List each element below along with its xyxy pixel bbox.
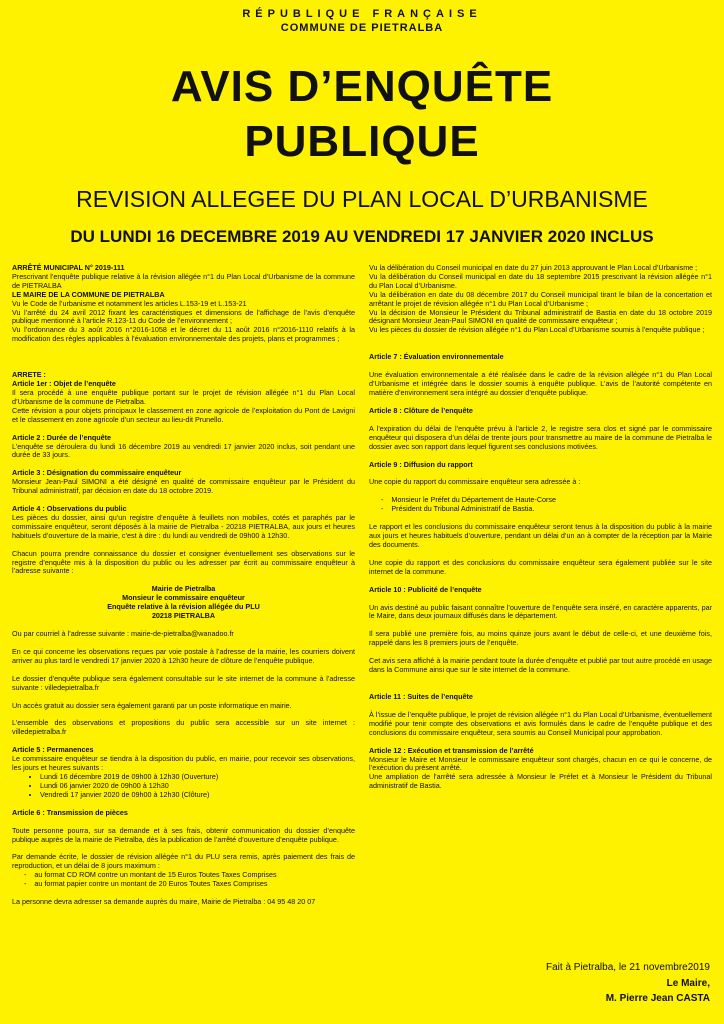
maire-heading: LE MAIRE DE LA COMMUNE DE PIETRALBA	[12, 289, 165, 299]
article-4-text-2: Chacun pourra prendre connaissance du dossier et consigner éventuellement ses observations sur le registre d’enquête mis à la disposition du public ou les adresser par écrit au commissaire enquêteur à l’adresse suivante :	[12, 548, 355, 576]
article-8-text: A l’expiration du délai de l’enquête prévu à l’article 2, le registre sera clos et signé par le commissaire enquêteur qui disposera d’un délai de trente jours pour transmettre au maire de la commune de Pietralba le dossier avec son rapport dans lequel figurent ses conclusions motivées.	[369, 423, 712, 451]
address-line-3: Enquête relative à la révision allégée du PLU	[107, 602, 260, 612]
article-6-text-2: Par demande écrite, le dossier de révision allégée n°1 du PLU sera remis, après paiement des frais de reproduction, et un délai de 8 jours maximum :	[12, 852, 355, 871]
article-12-title: Article 12 : Exécution et transmission de l’arrêté	[369, 745, 534, 755]
signature-role: Le Maire,	[666, 978, 710, 989]
article-12-text-1: Monsieur le Maire et Monsieur le commissaire enquêteur sont chargés, chacun en ce qui le concerne, de l’exécution du présent arrêté.	[369, 754, 712, 773]
arrete-text: Prescrivant l’enquête publique relative à la révision allégée n°1 du Plan Local d’Urbanisme de la commune de PIETRALBA	[12, 271, 355, 290]
article-9-text-2: Le rapport et les conclusions du commissaire enquêteur seront tenus à la disposition du public à la mairie aux jours et heures habituels d’ouverture, pendant un délai d’un an à compter de la réception par la Mairie des documents.	[369, 522, 712, 549]
article-3-title: Article 3 : Désignation du commissaire enquêteur	[12, 468, 182, 478]
vu-8: Vu les pièces du dossier de révision allégée n°1 du Plan Local d’Urbanisme soumis à l’enquête publique ;	[369, 325, 705, 335]
page-subtitle: REVISION ALLEGEE DU PLAN LOCAL D’URBANISME	[76, 186, 648, 212]
left-column	[12, 264, 355, 907]
signature-name: M. Pierre Jean CASTA	[605, 993, 710, 1004]
republique-francaise: RÉPUBLIQUE FRANÇAISE	[242, 8, 482, 20]
list-item: - Monsieur le Préfet du Département de Haute-Corse	[381, 496, 712, 505]
article-1-text-1: Il sera procédé à une enquête publique portant sur le projet de révision allégée n°1 du Plan Local d’Urbanisme de la commune de Pietralba.	[12, 387, 355, 406]
article-1-text-2: Cette révision a pour objets principaux le classement en zone agricole de l’exploitation du Pont de Lavigni et le classement en zone agricole d’un secteur au lieu-dit Prunello.	[12, 405, 355, 424]
arrete-label: ARRETE :	[12, 370, 46, 380]
article-4-email: Ou par courriel à l’adresse suivante : mairie-de-pietralba@wanadoo.fr	[12, 629, 234, 638]
page-title-line1: AVIS D’ENQUÊTE	[170, 62, 554, 111]
address-line-4: 20218 PIETRALBA	[151, 611, 216, 621]
article-9-text-1: Une copie du rapport du commissaire enquêteur sera adressée à :	[369, 477, 581, 487]
article-7-text: Une évaluation environnementale a été réalisée dans le cadre de la révision allégée n°1 du Plan Local d’Urbanisme et intégrée dans le dossier soumis à enquête publique. L’avis de l’autorité compétente en matière d’environnement sera intégré au dossier d’enquête publique.	[369, 370, 712, 397]
vu-2: Vu l’arrêté du 24 avril 2012 fixant les caractéristiques et dimensions de l’affichage de l’avis d’enquête publique mentionné à l’article R.123-11 du Code de l’environnement ;	[12, 307, 355, 326]
article-2-text: L’enquête se déroulera du lundi 16 décembre 2019 au vendredi 17 janvier 2020 inclus, soit pendant une durée de 33 jours.	[12, 441, 355, 460]
article-4-text-4: Le dossier d’enquête publique sera également consultable sur le site internet de la commune à l’adresse suivante : villedepietralba.fr	[12, 673, 355, 692]
list-item: - Président du Tribunal Administratif de Bastia.	[381, 505, 712, 514]
article-9-text-3: Une copie du rapport et des conclusions du commissaire enquêteur sera également publiée sur le site internet de la commune.	[369, 557, 712, 576]
list-item: - au format papier contre un montant de 20 Euros Toutes Taxes Comprises	[24, 880, 355, 889]
vu-4: Vu la délibération du Conseil municipal en date du 27 juin 2013 approuvant le Plan Local d’Urbanisme ;	[369, 263, 698, 272]
vu-3: Vu l’ordonnance du 3 août 2016 n°2016-1058 et le décret du 11 août 2016 n°2016-1110 relatifs à la modification des règles applicables à l’évaluation environnementale des projets, plans et programmes ;	[12, 325, 355, 344]
article-11-text: À l’issue de l’enquête publique, le projet de révision allégée n°1 du Plan Local d’Urbanisme, éventuellement modifié pour tenir compte des observations et avis formulés dans le cadre de l’enquête publique et des conclusions du commissaire enquêteur, sera soumis au Conseil Municipal pour approbation.	[369, 709, 712, 737]
address-line-1: Mairie de Pietralba	[151, 584, 216, 594]
article-5-title: Article 5 : Permanences	[12, 745, 94, 755]
tarifs-list	[24, 871, 355, 889]
article-9-title: Article 9 : Diffusion du rapport	[369, 459, 473, 469]
article-4-text-6: L’ensemble des observations et propositions du public sera accessible sur un site internet : villedepietralba.fr	[12, 718, 355, 737]
address-line-2: Monsieur le commissaire enquêteur	[122, 593, 245, 603]
commune-name: COMMUNE DE PIETRALBA	[280, 22, 444, 34]
article-8-title: Article 8 : Clôture de l’enquête	[369, 405, 473, 415]
article-2-title: Article 2 : Durée de l’enquête	[12, 432, 112, 442]
article-10-text-2: Il sera publié une première fois, au moins quinze jours avant le début de celle-ci, et une deuxième fois, rappelé dans les 8 premiers jours de l’enquête.	[369, 629, 712, 648]
arrete-title: ARRÊTÉ MUNICIPAL N° 2019-111	[12, 263, 125, 272]
article-5-text: Le commissaire enquêteur se tiendra à la disposition du public, en mairie, pour recevoir ses observations, les jours et heures suivants :	[12, 754, 355, 773]
article-10-title: Article 10 : Publicité de l’enquête	[369, 584, 482, 594]
diffusion-list	[381, 496, 712, 514]
vu-5: Vu la délibération du Conseil municipal en date du 18 septembre 2015 prescrivant la révision allégée n°1 du Plan Local d’Urbanisme.	[369, 271, 712, 290]
article-12-text-2: Une ampliation de l’arrêté sera adressée à Monsieur le Préfet et à Monsieur le Président du Tribunal administratif de Bastia.	[369, 772, 712, 791]
article-3-text: Monsieur Jean-Paul SIMONI a été désigné en qualité de commissaire enquêteur par le Président du Tribunal administratif, par décision en date du 18 octobre 2019.	[12, 477, 355, 496]
list-item: • Vendredi 17 janvier 2020 de 09h00 à 12h30 (Clôture)	[40, 791, 355, 800]
vu-6: Vu la délibération en date du 08 décembre 2017 du Conseil municipal tirant le bilan de la concertation et arrêtant le projet de révision allégée n°1 du Plan Local d’Urbanisme ;	[369, 289, 712, 308]
article-1-title: Article 1er : Objet de l’enquête	[12, 379, 116, 389]
permanences-list	[40, 773, 355, 800]
signature-place-date: Fait à Pietralba, le 21 novembre2019	[546, 962, 710, 973]
vu-1: Vu le Code de l’urbanisme et notamment les articles L.153-19 et L.153-21	[12, 298, 247, 308]
article-11-title: Article 11 : Suites de l’enquête	[369, 692, 473, 701]
article-10-text-1: Un avis destiné au public faisant connaître l’ouverture de l’enquête sera inséré, en caractère apparents, par le Maire, dans deux journaux diffusés dans le département.	[369, 602, 712, 621]
article-4-title: Article 4 : Observations du public	[12, 504, 127, 514]
right-column	[369, 264, 712, 791]
article-4-text-1: Les pièces du dossier, ainsi qu’un registre d’enquête à feuillets non mobiles, cotés et paraphés par le commissaire enquêteur, seront déposés à la mairie de Pietralba - 20218 PIETRALBA, aux jours et heures habituels d’ouverture de la mairie, c’est à dire : du lundi au vendredi de 09h00 à 12h30.	[12, 512, 355, 540]
article-10-text-3: Cet avis sera affiché à la mairie pendant toute la durée d’enquête et publié par tout autre procédé en usage dans la Commune ainsi que sur le site internet de la commune.	[369, 656, 712, 675]
article-4-text-5: Un accès gratuit au dossier sera également garanti par un poste informatique en mairie.	[12, 700, 292, 710]
vu-7: Vu la décision de Monsieur le Président du Tribunal administratif de Bastia en date du 18 octobre 2019 désignant Monsieur Jean-Paul SIMONI en qualité de commissaire enquêteur ;	[369, 307, 712, 326]
page-title-line2: PUBLIQUE	[244, 117, 480, 166]
enquete-dates: DU LUNDI 16 DECEMBRE 2019 AU VENDREDI 17 JANVIER 2020 INCLUS	[70, 227, 654, 246]
article-6-text-1: Toute personne pourra, sur sa demande et à ses frais, obtenir communication du dossier d’enquête publique auprès de la mairie de Pietralba, dès la publication de l’arrêté d’ouverture d’enquête publique.	[12, 825, 355, 844]
list-item: - au format CD ROM contre un montant de 15 Euros Toutes Taxes Comprises	[24, 871, 355, 880]
article-7-title: Article 7 : Évaluation environnementale	[369, 352, 504, 362]
list-item: • Lundi 16 décembre 2019 de 09h00 à 12h30 (Ouverture)	[40, 773, 355, 782]
article-4-text-3: En ce qui concerne les observations reçues par voie postale à l’adresse de la mairie, les courriers doivent arriver au plus tard le vendredi 17 janvier 2020 à 12h30 heure de clôture de l’enquête publique.	[12, 646, 355, 665]
article-6-title: Article 6 : Transmission de pièces	[12, 807, 128, 817]
list-item: • Lundi 06 janvier 2020 de 09h00 à 12h30	[40, 782, 355, 791]
article-6-text-3: La personne devra adresser sa demande auprès du maire, Mairie de Pietralba : 04 95 48 20 07	[12, 897, 316, 907]
